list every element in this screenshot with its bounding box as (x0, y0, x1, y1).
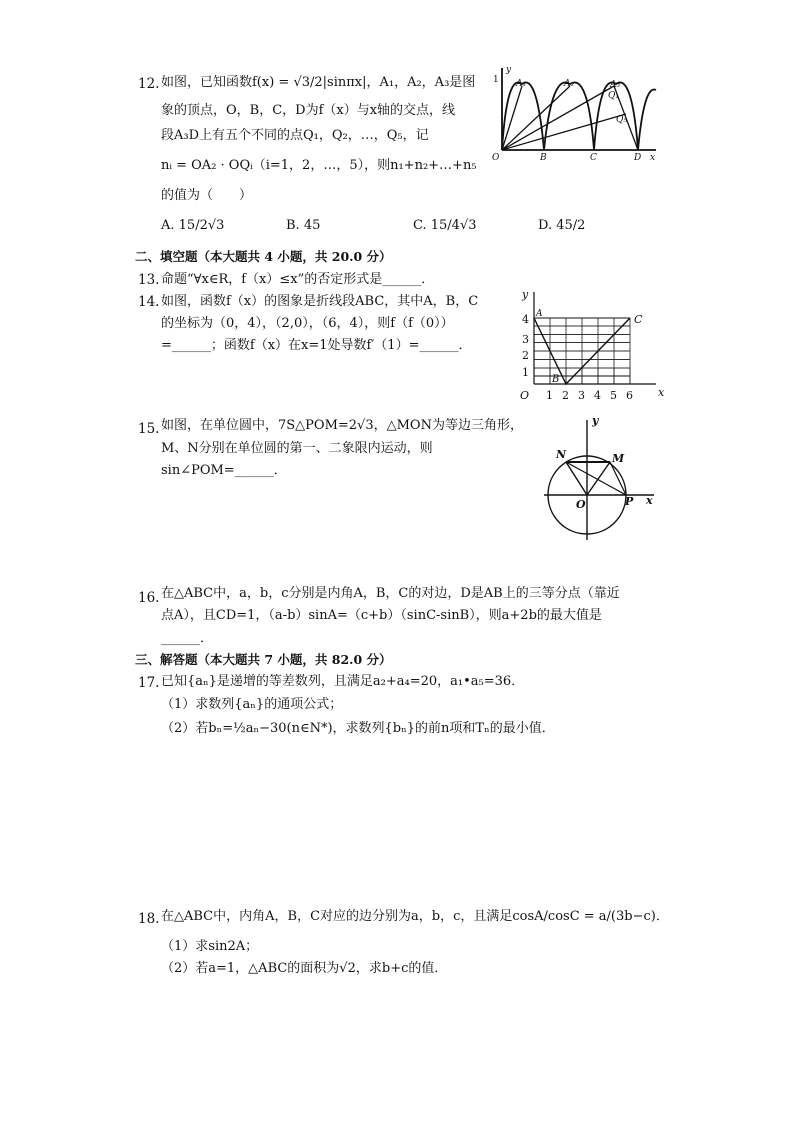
q14-y-tick-1: 1 (522, 366, 529, 379)
question-12-figure (486, 64, 662, 164)
q14-x-tick-5: 5 (610, 389, 617, 402)
q12-arch-2 (544, 82, 594, 150)
q14-y-tick-4: 4 (522, 313, 529, 326)
question-12-line-1: 如图，已知函数f(x) = √3/2|sinπx|，A₁，A₂，A₃是图 (161, 75, 476, 90)
question-17-number: 17. (138, 675, 160, 691)
question-14-number: 14. (138, 294, 160, 310)
question-12-option-c: C. 15/4√3 (413, 218, 477, 233)
q12-label-Q1: Q₁ (608, 91, 619, 101)
q12-label-A1: A₁ (516, 79, 527, 89)
question-14-line-3: =______；函数f（x）在x=1处导数f′（1）=______． (161, 338, 472, 353)
q14-x-tick-6: 6 (626, 389, 633, 402)
question-15-line-2: M、N分别在单位圆的第一、二象限内运动，则 (161, 441, 433, 456)
question-12-line-4: nᵢ = OA₂ · OQᵢ（i=1，2，…，5），则n₁+n₂+…+n₅ (161, 158, 477, 173)
q15-label-P: P (625, 495, 634, 508)
q14-point-A: A (536, 309, 543, 319)
q14-y-tick-2: 2 (522, 349, 529, 362)
q12-label-y: y (506, 65, 512, 75)
q14-x-tick-3: 3 (578, 389, 585, 402)
question-17-sub-1: （1）求数列{aₙ}的通项公式； (161, 697, 343, 712)
question-18-sub-1: （1）求sin2A； (161, 939, 259, 954)
q14-point-B: B (552, 374, 560, 385)
question-17-line-1: 已知{aₙ}是递增的等差数列，且满足a₂+a₄=20，a₁•a₅=36． (161, 674, 525, 689)
question-12-option-a: A. 15/2√3 (161, 218, 225, 233)
q12-label-C: C (590, 153, 597, 163)
section-fill-in-heading: 二、填空题（本大题共 4 小题，共 20.0 分） (135, 249, 392, 264)
q14-x-tick-4: 4 (594, 389, 601, 402)
q12-label-one: 1 (493, 75, 499, 85)
q15-label-y: y (592, 414, 599, 427)
q14-point-C: C (634, 313, 643, 326)
question-14-figure (508, 286, 668, 404)
q14-label-y: y (522, 288, 529, 301)
question-16-line-2: 点A），且CD=1，（a-b）sinA=（c+b）（sinC-sinB），则a+2b的最大值是 (161, 608, 602, 623)
question-12-line-3: 段A₃D上有五个不同的点Q₁，Q₂，…，Q₅，记 (161, 128, 429, 143)
question-12-option-d: D. 45/2 (538, 218, 586, 233)
q12-label-x: x (650, 153, 656, 163)
q12-label-A3: A₃ (610, 80, 621, 90)
question-13-text: 命题“∀x∈R，f（x）≤x”的否定形式是______． (161, 272, 435, 287)
question-18-number: 18. (138, 911, 160, 927)
section-answer-heading: 三、解答题（本大题共 7 小题，共 82.0 分） (135, 652, 392, 667)
q14-y-tick-3: 3 (522, 333, 529, 346)
question-12-option-b: B. 45 (286, 218, 321, 233)
q14-x-tick-2: 2 (562, 389, 569, 402)
q12-label-Q5: Q₅ (616, 115, 627, 125)
question-13-number: 13. (138, 272, 160, 288)
q14-x-tick-1: 1 (546, 389, 553, 402)
q15-segment-ON (566, 462, 587, 495)
question-16-number: 16. (138, 590, 160, 606)
q12-label-O: O (492, 153, 500, 163)
q15-label-M: M (612, 452, 625, 465)
question-14-line-2: 的坐标为（0，4），（2,0），（6，4），则f（f（0）） (161, 316, 454, 331)
question-15-number: 15. (138, 421, 160, 437)
question-17-sub-2: （2）若bₙ=½aₙ−30(n∈N*)，求数列{bₙ}的前n项和Tₙ的最小值． (161, 721, 555, 736)
question-15-line-1: 如图，在单位圆中，7S△POM=2√3，△MON为等边三角形， (161, 418, 523, 433)
q14-label-origin: O (520, 389, 530, 402)
question-18-line-1: 在△ABC中，内角A，B，C对应的边分别为a，b，c，且满足cosA/cosC = a/(3b−c)． (161, 909, 669, 924)
q15-label-x: x (646, 494, 653, 507)
question-16-line-1: 在△ABC中，a，b，c分别是内角A，B，C的对边，D是AB上的三等分点（靠近 (161, 586, 620, 601)
q12-label-D: D (634, 153, 642, 163)
question-14-line-1: 如图，函数f（x）的图象是折线段ABC，其中A，B，C (161, 294, 479, 309)
question-16-line-3: ______． (161, 631, 214, 646)
q12-label-B: B (540, 153, 547, 163)
question-12-number: 12. (138, 76, 160, 92)
q12-arch-4 (638, 90, 656, 151)
question-18-sub-2: （2）若a=1，△ABC的面积为√2，求b+c的值． (161, 961, 448, 976)
question-15-line-3: sin∠POM=______． (161, 463, 287, 478)
q14-label-x: x (658, 386, 665, 399)
q15-segment-OM (587, 462, 610, 495)
q15-segment-NP (566, 462, 626, 495)
q15-label-O: O (576, 498, 586, 511)
q12-label-A2: A₂ (564, 79, 575, 89)
question-12-line-2: 象的顶点，O，B，C，D为f（x）与x轴的交点，线 (161, 103, 456, 118)
q15-label-N: N (556, 448, 567, 461)
question-15-figure (530, 412, 660, 544)
question-12-line-5: 的值为（ ） (161, 188, 253, 203)
